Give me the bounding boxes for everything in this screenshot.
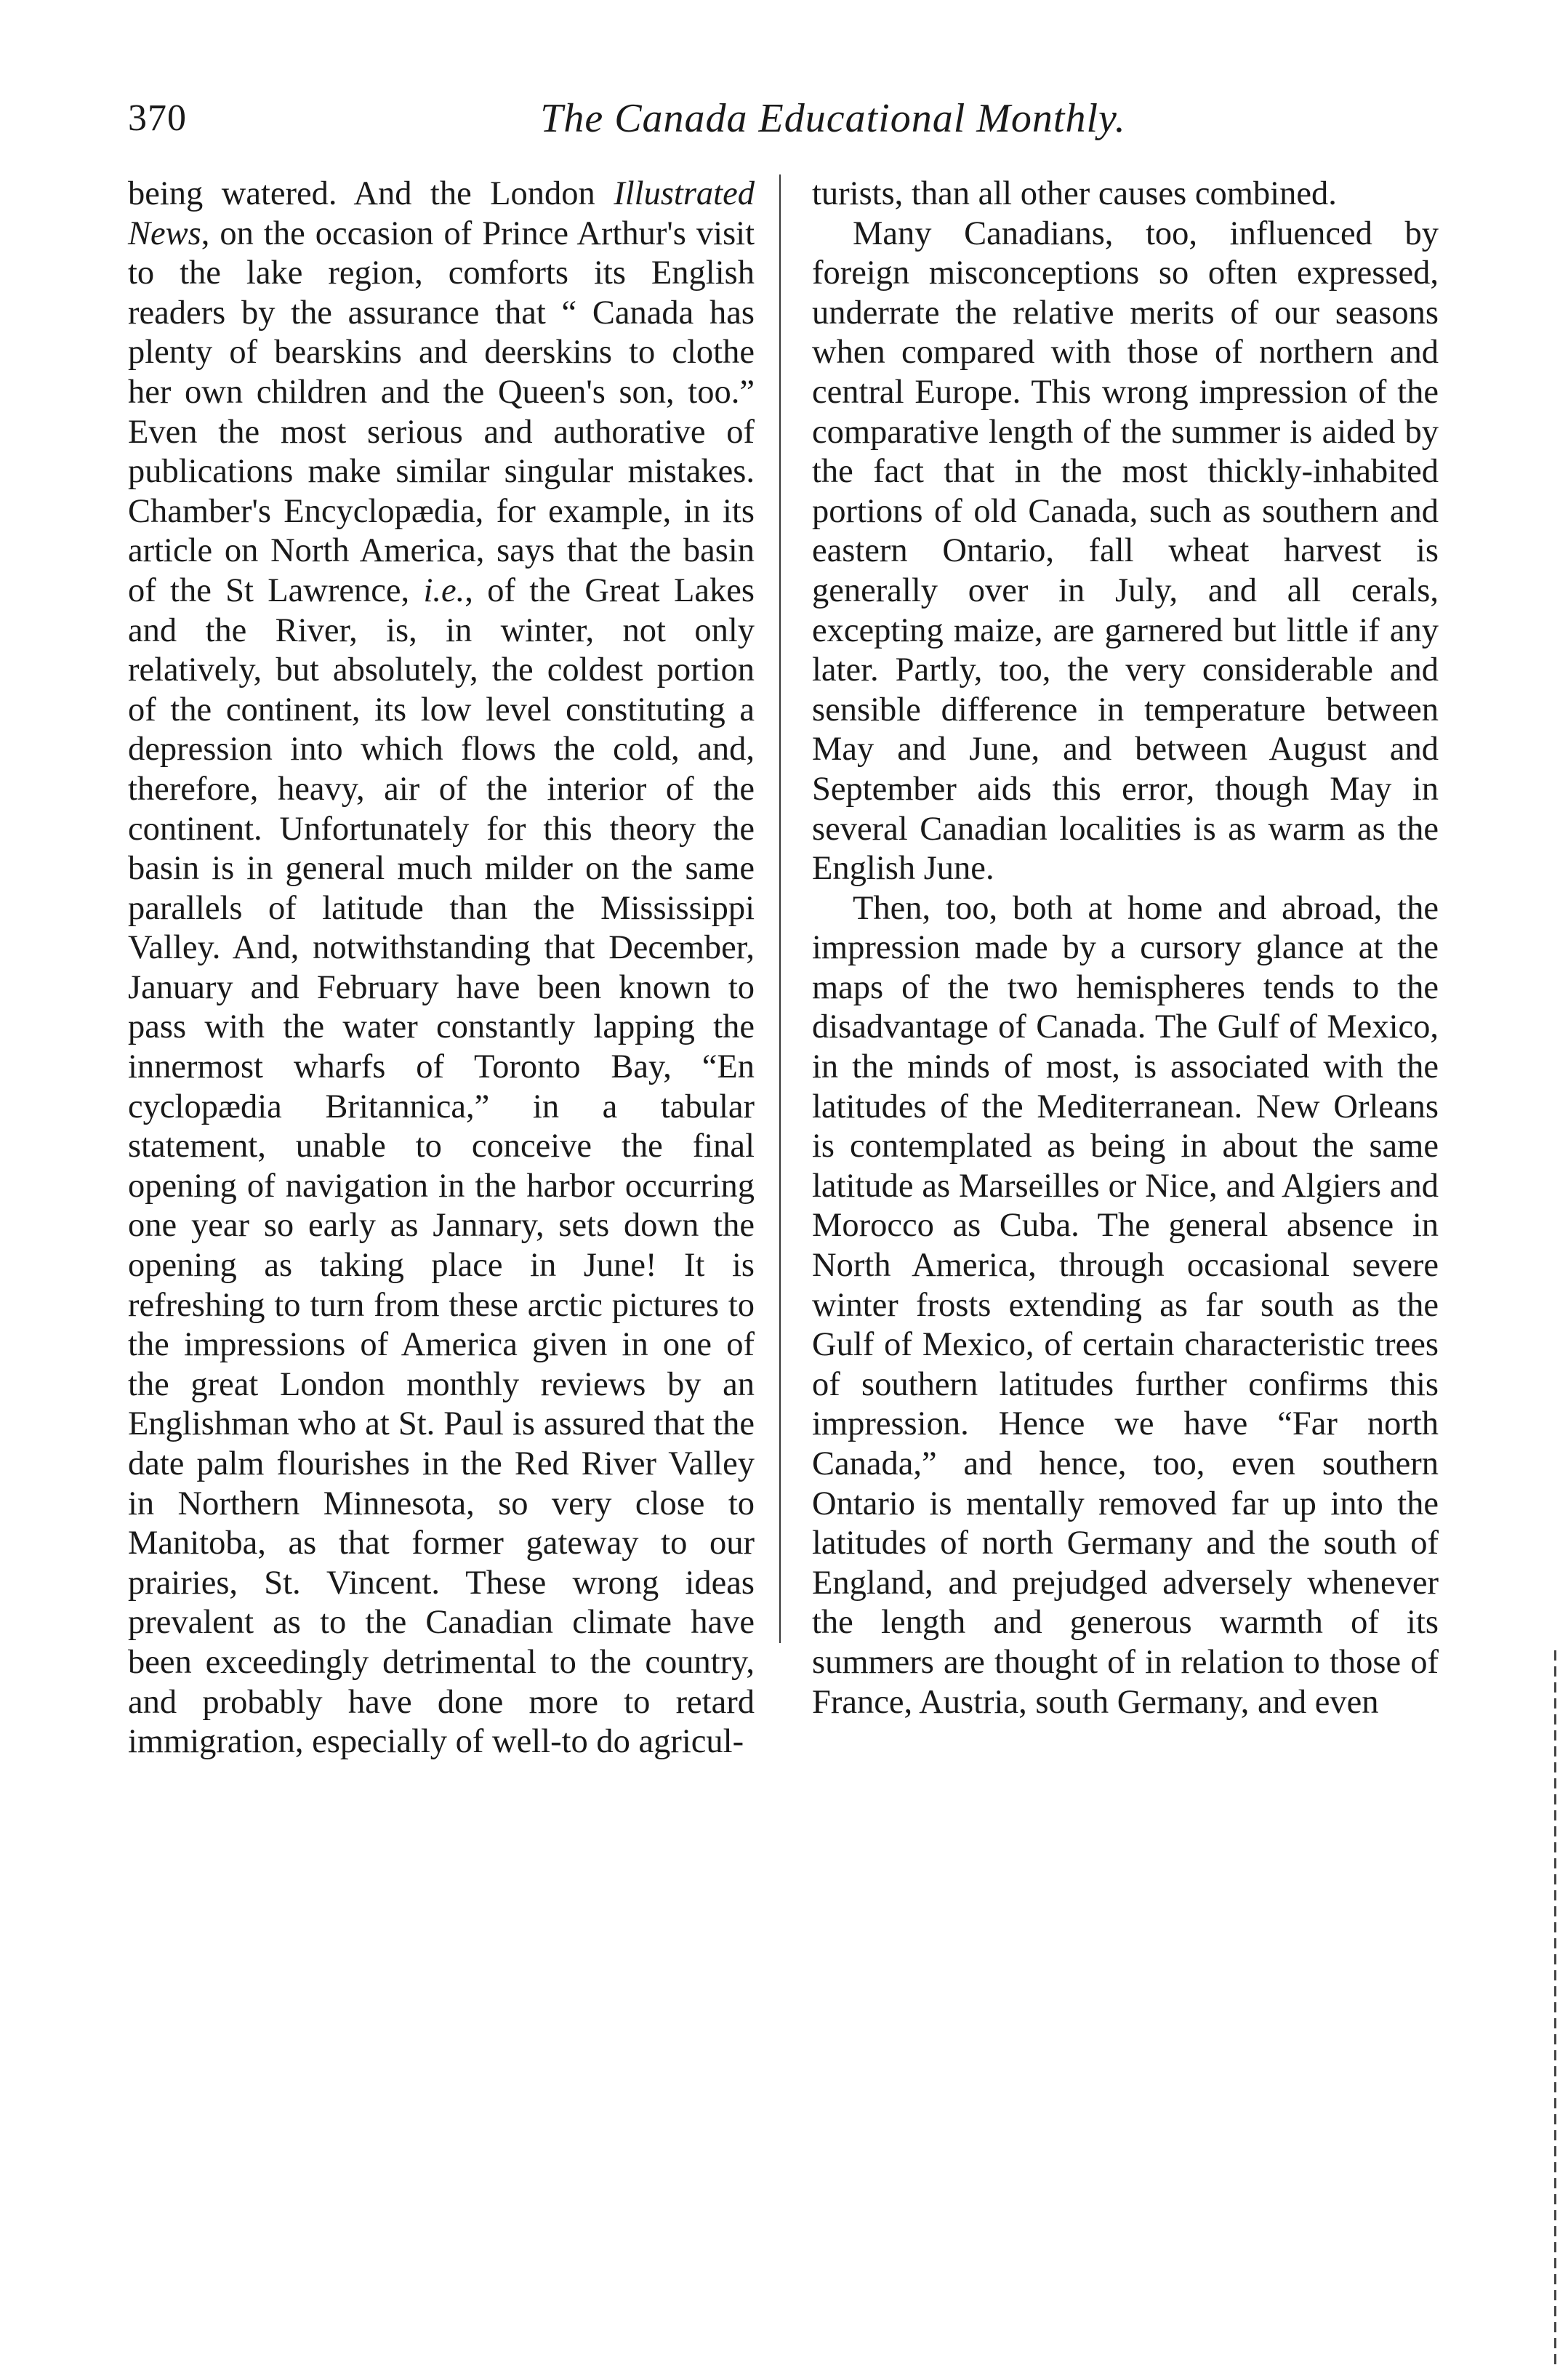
left-p1-text-1: being watered. And the London — [128, 175, 614, 212]
publication-title-illustrated-news: Illustrated News — [128, 175, 755, 252]
column-divider — [779, 174, 781, 1643]
left-column — [128, 174, 755, 1762]
page-header — [128, 86, 1429, 151]
page-number: 370 — [128, 97, 187, 139]
scan-edge-mark — [1554, 1650, 1556, 2370]
running-title: The Canada Educational Monthly. — [540, 96, 1126, 141]
left-p1-text-3: , on the occasion of Prince Arthur's visit to the lake region, comforts its English readers by the assurance that “ Canada has plenty of bearskins and deerskins to clothe her own children and the Queen's son, too.” Even the most serious and authorative of publications make similar singular mistakes. Chamber's Encyclopædia, for example, in its article on North America, says that the basin of the St Lawrence, — [128, 214, 755, 609]
right-paragraph-1: turists, than all other causes combined. — [812, 175, 1337, 212]
right-paragraph-3: Then, too, both at home and abroad, the impression made by a cursory glance at the maps of the two hemispheres tends to the disadvantage of Canada. The Gulf of Mexico, in the minds of most, is associated with the latitudes of the Mediterranean. New Orleans is contemplated as being in about the same latitude as Marseilles or Nice, and Algiers and Morocco as Cuba. The general absence in North America, through occasional severe winter frosts extending as far south as the Gulf of Mexico, of certain characteristic trees of southern latitudes further confirms this impression. Hence we have “Far north Canada,” and hence, too, even southern Ontario is mentally removed far up into the latitudes of north Germany and the south of England, and prejudged adversely whenever the length and generous warmth of its summers are thought of in relation to those of France, Austria, south Germany, and even — [812, 889, 1439, 1721]
abbreviation-ie: i.e. — [423, 571, 465, 609]
right-column — [812, 174, 1439, 1722]
left-paragraph-1 — [128, 174, 755, 1762]
left-p1-text-5: , of the Great Lakes and the River, is, in winter, not only relatively, but absolutely, the coldest portion of the continent, its low level constituting a depression into which flows the cold, and, therefore, heavy, air of the interior of the continent. Unfortunately for this theory the basin is in general much milder on the same parallels of latitude than the Mississippi Valley. And, notwithstanding that December, January and February have been known to pass with the water constantly lapping the innermost wharfs of Toronto Bay, “En cyclopædia Britannica,” in a tabular statement, unable to conceive the final opening of navigation in the harbor occurring one year so early as Jannary, sets down the opening as taking place in June! It is refreshing to turn from these arctic pictures to the impressions of America given in one of the great London monthly reviews by an Englishman who at St. Paul is assured that the date palm flourishes in the Red River Valley in Northern Minnesota, so very close to Manitoba, as that former gateway to our prairies, St. Vincent. These wrong ideas prevalent as to the Canadian climate have been exceedingly detrimental to the country, and probably have done more to retard immigration, especially of well-to do agricul- — [128, 571, 755, 1761]
right-paragraph-2: Many Canadians, too, influenced by foreign misconceptions so often expressed, underrate the relative merits of our seasons when compared with those of northern and central Europe. This wrong impression of the comparative length of the summer is aided by the fact that in the most thickly-inhabited portions of old Canada, such as southern and eastern Ontario, fall wheat harvest is generally over in July, and all cerals, excepting maize, are garnered but little if any later. Partly, too, the very considerable and sensible difference in temperature between May and June, and between August and September aids this error, though May in several Canadian localities is as warm as the English June. — [812, 214, 1439, 888]
